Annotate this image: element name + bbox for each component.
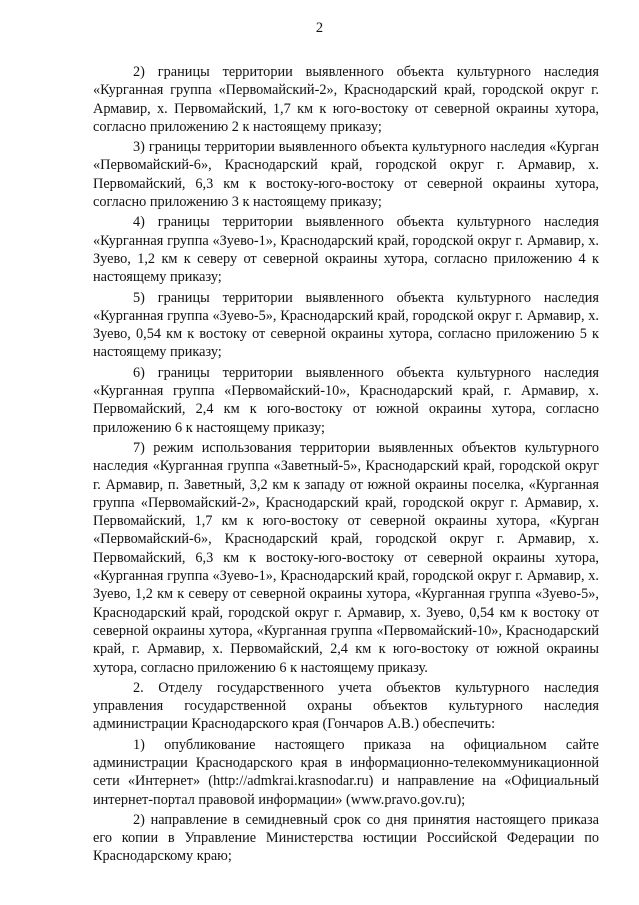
paragraph-section-2-instructions: 2. Отделу государственного учета объектов культурного наследия управления государственной охраны объектов культурного наследия администрации Краснодарского края (Гончаров А.В.) обеспечить: <box>93 679 599 733</box>
paragraph-item-7-usage-regime: 7) режим использования территории выявленных объектов культурного наследия «Курганная группа «Заветный-5», Краснодарский край, городской округ г. Армавир, п. Заветный, 3,2 км к западу от южной окраины поселка, «Курганная группа «Первомайский-2», Краснодарский край, городской округ г. Армавир, х. Первомайский, 1,7 км к юго-востоку от северной окраины хутора, «Курган «Первомайский-6», Краснодарский край, городской округ г. Армавир, х. Первомайский, 6,3 км к востоку-юго-востоку от северной окраины хутора, «Курганная группа «Зуево-1», Краснодарский край, городской округ г. Армавир, х. Зуево, 1,2 км к северу от северной окраины хутора, «Курганная группа «Зуево-5», Краснодарский край, городской округ г. Армавир, х. Зуево, 0,54 км к востоку от северной окраины хутора, «Курганная группа «Первомайский-10», Краснодарский край, г. Армавир, х. Первомайский, 2,4 км к юго-востоку от южной окраины хутора, согласно приложению 6 к настоящему приказу. <box>93 439 599 676</box>
paragraph-publication: 1) опубликование настоящего приказа на официальном сайте администрации Краснодарского края в информационно-телекоммуникационной сети «Интернет» (http://admkrai.krasnodar.ru) и направление на «Официальный интернет-портал правовой информации» (www.pravo.gov.ru); <box>93 736 599 808</box>
document-body <box>93 63 599 868</box>
paragraph-item-2-boundaries: 2) границы территории выявленного объекта культурного наследия «Курганная группа «Первомайский-2», Краснодарский край, городской округ г. Армавир, х. Первомайский, 1,7 км к юго-востоку от северной окраины хутора, согласно приложению 2 к настоящему приказу; <box>93 64 599 135</box>
paragraph-ministry-submission: 2) направление в семидневный срок со дня принятия настоящего приказа его копии в Управление Министерства юстиции Российской Федерации по Краснодарскому краю; <box>93 811 599 865</box>
paragraph-item-4-boundaries: 4) границы территории выявленного объекта культурного наследия «Курганная группа «Зуево-1», Краснодарский край, городской округ г. Армавир, х. Зуево, 1,2 км к северу от северной окраины хутора, согласно приложению 4 к настоящему приказу; <box>93 214 599 286</box>
paragraph-item-6-boundaries: 6) границы территории выявленного объекта культурного наследия «Курганная группа «Первомайский-10», Краснодарский край, г. Армавир, х. Первомайский, 2,4 км к юго-востоку от южной окраины хутора, согласно приложению 6 к настоящему приказу; <box>93 364 599 436</box>
paragraph-item-3-boundaries: 3) границы территории выявленного объекта культурного наследия «Курган «Первомайский-6», Краснодарский край, городской округ г. Армавир, х. Первомайский, 6,3 км к востоку-юго-востоку от северной окраины хутора, согласно приложению 3 к настоящему приказу; <box>93 139 599 211</box>
page-number: 2 <box>315 20 324 36</box>
paragraph-item-5-boundaries: 5) границы территории выявленного объекта культурного наследия «Курганная группа «Зуево-5», Краснодарский край, городской округ г. Армавир, х. Зуево, 0,54 км к востоку от северной окраины хутора, согласно приложению 5 к настоящему приказу; <box>93 289 599 361</box>
